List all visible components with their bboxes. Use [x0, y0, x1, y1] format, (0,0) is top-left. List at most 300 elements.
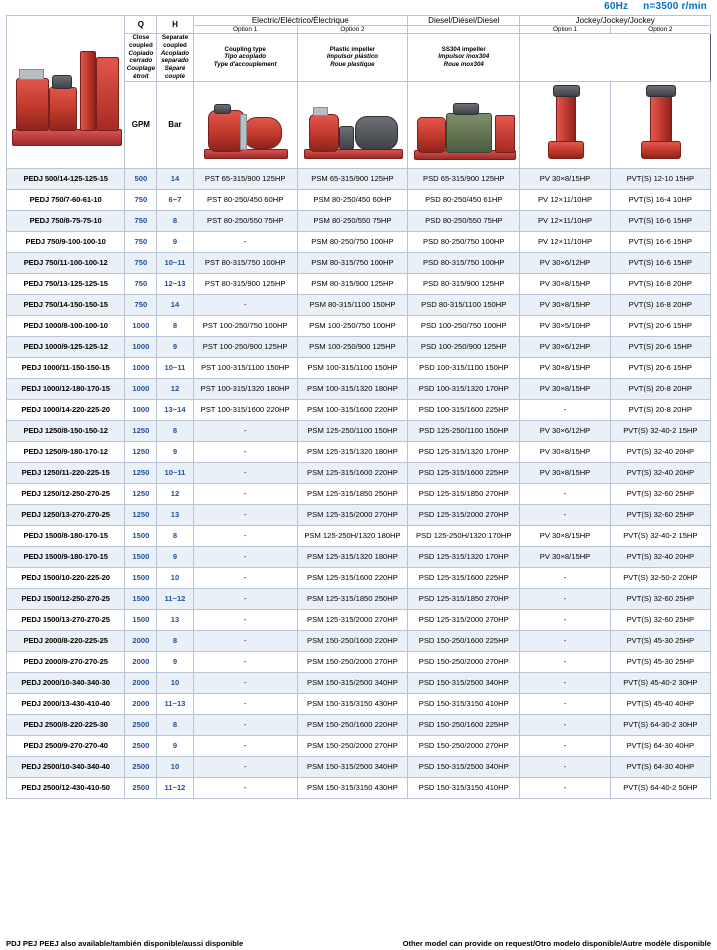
cell-electric-option1: -: [193, 735, 297, 756]
table-body: [7, 168, 711, 798]
cell-model: PEDJ 2000/8-220-225-25: [7, 630, 125, 651]
table-row: [7, 462, 711, 483]
cell-flow: 750: [125, 189, 157, 210]
cell-flow: 1500: [125, 588, 157, 609]
cell-head: 8: [157, 315, 193, 336]
subtitle-line-es: Impulsor plástico: [326, 53, 379, 61]
cell-head: 11~12: [157, 777, 193, 798]
option-label-jockey-1: Option 1: [520, 26, 610, 34]
cell-head: 10~11: [157, 462, 193, 483]
cell-flow: 1000: [125, 336, 157, 357]
cell-electric-option2: PSM 125-315/2000 270HP: [297, 609, 407, 630]
unit-label-q: GPM: [125, 81, 157, 168]
cell-jockey-option2: PVT(S) 64-40-2 50HP: [610, 777, 710, 798]
cell-jockey-option1: -: [520, 567, 610, 588]
cell-electric-option1: -: [193, 441, 297, 462]
table-row: [7, 525, 711, 546]
cell-head: 11~12: [157, 588, 193, 609]
cell-head: 12~13: [157, 273, 193, 294]
subtitle-line-es: Copiado cerrado: [128, 49, 154, 65]
cell-electric-option1: -: [193, 483, 297, 504]
cell-jockey-option1: PV 30×8/15HP: [520, 546, 610, 567]
cell-jockey-option1: PV 30×6/12HP: [520, 336, 610, 357]
cell-jockey-option1: -: [520, 630, 610, 651]
cell-head: 14: [157, 294, 193, 315]
cell-flow: 2000: [125, 672, 157, 693]
cell-electric-option2: PSM 100-315/1320 180HP: [297, 378, 407, 399]
cell-model: PEDJ 750/8-75-75-10: [7, 210, 125, 231]
table-row: [7, 693, 711, 714]
cell-model: PEDJ 1000/11-150-150-15: [7, 357, 125, 378]
cell-jockey-option1: PV 30×8/15HP: [520, 378, 610, 399]
table-row: [7, 714, 711, 735]
cell-jockey-option1: -: [520, 399, 610, 420]
cell-flow: 1250: [125, 420, 157, 441]
cell-jockey-option1: PV 30×5/10HP: [520, 315, 610, 336]
cell-electric-option2: PSM 150-250/1600 220HP: [297, 714, 407, 735]
cell-electric-option1: -: [193, 567, 297, 588]
cell-jockey-option2: PVT(S) 16-4 10HP: [610, 189, 710, 210]
cell-flow: 2500: [125, 756, 157, 777]
cell-head: 8: [157, 630, 193, 651]
cell-jockey-option2: PVT(S) 64-30 40HP: [610, 756, 710, 777]
table-row: [7, 378, 711, 399]
cell-jockey-option2: PVT(S) 64-30 40HP: [610, 735, 710, 756]
cell-flow: 1000: [125, 315, 157, 336]
table-row: [7, 420, 711, 441]
cell-head: 8: [157, 420, 193, 441]
cell-electric-option1: -: [193, 588, 297, 609]
cell-flow: 750: [125, 273, 157, 294]
cell-flow: 1250: [125, 441, 157, 462]
cell-electric-option1: PST 80-315/900 125HP: [193, 273, 297, 294]
cell-electric-option1: PST 100-315/1320 180HP: [193, 378, 297, 399]
option-label-electric-2: Option 2: [297, 26, 407, 34]
cell-diesel: PSD 65-315/900 125HP: [408, 168, 520, 189]
cell-head: 10: [157, 567, 193, 588]
separate-coupled-pump-image: [297, 81, 407, 168]
cell-diesel: PSD 80-315/900 125HP: [408, 273, 520, 294]
footer-right-note: Other model can provide on request/Otro modelo disponible/Autre modèle disponible: [402, 939, 711, 948]
cell-electric-option2: PSM 150-250/2000 270HP: [297, 735, 407, 756]
cell-flow: 1000: [125, 357, 157, 378]
cell-electric-option2: PSM 80-315/1100 150HP: [297, 294, 407, 315]
cell-jockey-option2: PVT(S) 20-6 15HP: [610, 315, 710, 336]
cell-diesel: PSD 150-250/1600 225HP: [408, 630, 520, 651]
cell-electric-option1: -: [193, 630, 297, 651]
cell-model: PEDJ 1250/13-270-270-25: [7, 504, 125, 525]
cell-electric-option2: PSM 125-315/1850 250HP: [297, 483, 407, 504]
cell-flow: 2500: [125, 735, 157, 756]
cell-model: PEDJ 2500/9-270-270-40: [7, 735, 125, 756]
cell-diesel: PSD 125-315/1850 270HP: [408, 588, 520, 609]
cell-model: PEDJ 750/9-100-100-10: [7, 231, 125, 252]
subtitle-electric-2: [157, 34, 193, 82]
footer: [6, 939, 711, 948]
cell-electric-option1: -: [193, 504, 297, 525]
cell-electric-option2: PSM 125-315/1600 220HP: [297, 567, 407, 588]
cell-flow: 750: [125, 294, 157, 315]
cell-head: 8: [157, 714, 193, 735]
cell-head: 9: [157, 546, 193, 567]
cell-jockey-option2: PVT(S) 45-40-2 30HP: [610, 672, 710, 693]
cell-electric-option1: PST 100-315/1100 150HP: [193, 357, 297, 378]
cell-electric-option1: -: [193, 525, 297, 546]
subtitle-line-fr: Type d'accouplement: [213, 61, 277, 69]
cell-head: 11~13: [157, 693, 193, 714]
cell-head: 14: [157, 168, 193, 189]
table-row: [7, 735, 711, 756]
cell-model: PEDJ 1000/12-180-170-15: [7, 378, 125, 399]
cell-diesel: PSD 150-250/1600 225HP: [408, 714, 520, 735]
subtitle-line-fr: Roue plastique: [330, 61, 375, 69]
cell-electric-option1: -: [193, 546, 297, 567]
close-coupled-pump-image: [193, 81, 297, 168]
cell-electric-option1: PST 65-315/900 125HP: [193, 168, 297, 189]
option-label-electric-1: Option 1: [193, 26, 297, 34]
cell-jockey-option2: PVT(S) 16-6 15HP: [610, 252, 710, 273]
cell-model: PEDJ 2500/10-340-340-40: [7, 756, 125, 777]
footer-left-note: PDJ PEJ PEEJ also available/también disponible/aussi disponible: [6, 939, 244, 948]
subtitle-line-es: Tipo acoplado: [224, 53, 267, 61]
cell-jockey-option2: PVT(S) 45-30 25HP: [610, 630, 710, 651]
cell-electric-option1: PST 80-250/450 60HP: [193, 189, 297, 210]
cell-jockey-option1: -: [520, 588, 610, 609]
cell-jockey-option2: PVT(S) 16-8 20HP: [610, 294, 710, 315]
cell-jockey-option2: PVT(S) 32-50-2 20HP: [610, 567, 710, 588]
cell-head: 10~11: [157, 357, 193, 378]
cell-jockey-option2: PVT(S) 32-40 20HP: [610, 546, 710, 567]
subtitle-diesel: [193, 34, 297, 82]
cell-model: PEDJ 2000/13-430-410-40: [7, 693, 125, 714]
cell-electric-option1: PST 100-315/1600 220HP: [193, 399, 297, 420]
cell-jockey-option2: PVT(S) 20-6 15HP: [610, 336, 710, 357]
cell-jockey-option1: PV 12×11/10HP: [520, 189, 610, 210]
cell-electric-option1: -: [193, 651, 297, 672]
cell-jockey-option1: PV 12×11/10HP: [520, 231, 610, 252]
table-row: [7, 546, 711, 567]
cell-model: PEDJ 1500/10-220-225-20: [7, 567, 125, 588]
cell-electric-option1: -: [193, 693, 297, 714]
table-row: [7, 441, 711, 462]
cell-jockey-option2: PVT(S) 16-6 15HP: [610, 231, 710, 252]
cell-electric-option1: -: [193, 609, 297, 630]
cell-flow: 2500: [125, 777, 157, 798]
table-row: [7, 567, 711, 588]
cell-flow: 2500: [125, 714, 157, 735]
jockey-pump-ss304-impeller-image: [610, 81, 710, 168]
unit-label-h: Bar: [157, 81, 193, 168]
cell-jockey-option1: -: [520, 651, 610, 672]
cell-electric-option2: PSM 125-315/1320 180HP: [297, 441, 407, 462]
cell-jockey-option1: -: [520, 756, 610, 777]
cell-jockey-option1: -: [520, 693, 610, 714]
cell-flow: 1000: [125, 399, 157, 420]
table-row: [7, 630, 711, 651]
cell-jockey-option2: PVT(S) 32-40-2 15HP: [610, 420, 710, 441]
cell-electric-option1: PST 100-250/900 125HP: [193, 336, 297, 357]
cell-model: PEDJ 1000/14-220-225-20: [7, 399, 125, 420]
group-header-electric: Electric/Eléctrico/Électrique: [193, 16, 408, 26]
table-row: [7, 777, 711, 798]
cell-head: 10: [157, 756, 193, 777]
cell-jockey-option2: PVT(S) 32-40 20HP: [610, 441, 710, 462]
frequency-label: 60Hz: [604, 1, 629, 12]
cell-diesel: PSD 125-315/1320 170HP: [408, 546, 520, 567]
cell-head: 9: [157, 441, 193, 462]
cell-jockey-option1: -: [520, 714, 610, 735]
header-row-groups: [7, 16, 711, 26]
subtitle-line-es: Impulsor inox304: [438, 53, 490, 61]
cell-jockey-option2: PVT(S) 32-60 25HP: [610, 609, 710, 630]
cell-electric-option1: -: [193, 756, 297, 777]
subtitle-line-en: Separate coupled: [161, 34, 189, 49]
cell-jockey-option2: PVT(S) 32-40-2 15HP: [610, 525, 710, 546]
cell-model: PEDJ 750/13-125-125-15: [7, 273, 125, 294]
cell-jockey-option2: PVT(S) 12-10 15HP: [610, 168, 710, 189]
cell-jockey-option2: PVT(S) 32-40 20HP: [610, 462, 710, 483]
cell-electric-option1: -: [193, 294, 297, 315]
cell-jockey-option1: PV 30×6/12HP: [520, 252, 610, 273]
cell-electric-option2: PSM 80-315/900 125HP: [297, 273, 407, 294]
cell-flow: 1500: [125, 525, 157, 546]
cell-diesel: PSD 150-315/3150 410HP: [408, 777, 520, 798]
cell-jockey-option1: PV 30×8/15HP: [520, 441, 610, 462]
cell-diesel: PSD 150-250/2000 270HP: [408, 651, 520, 672]
table-row: [7, 399, 711, 420]
column-header-h: H: [157, 16, 193, 34]
cell-electric-option2: PSM 80-315/750 100HP: [297, 252, 407, 273]
cell-electric-option1: -: [193, 231, 297, 252]
cell-head: 10: [157, 672, 193, 693]
cell-electric-option2: PSM 150-315/3150 430HP: [297, 693, 407, 714]
cell-electric-option1: -: [193, 777, 297, 798]
table-row: [7, 294, 711, 315]
cell-head: 12: [157, 378, 193, 399]
subtitle-electric-1: [125, 34, 157, 82]
cell-electric-option2: PSM 150-315/3150 430HP: [297, 777, 407, 798]
cell-jockey-option2: PVT(S) 32-60 25HP: [610, 483, 710, 504]
cell-jockey-option1: PV 30×8/15HP: [520, 294, 610, 315]
cell-electric-option2: PSM 125-250/1100 150HP: [297, 420, 407, 441]
cell-model: PEDJ 2500/8-220-225-30: [7, 714, 125, 735]
group-header-diesel: Diesel/Diésel/Diesel: [408, 16, 520, 26]
cell-electric-option2: PSM 150-315/2500 340HP: [297, 672, 407, 693]
cell-jockey-option1: -: [520, 504, 610, 525]
option-label-jockey-2: Option 2: [610, 26, 710, 34]
cell-model: PEDJ 750/14-150-150-15: [7, 294, 125, 315]
cell-electric-option2: PSM 125-250H/1320 180HP: [297, 525, 407, 546]
cell-jockey-option1: PV 30×8/15HP: [520, 168, 610, 189]
cell-diesel: PSD 125-315/2000 270HP: [408, 609, 520, 630]
table-row: [7, 252, 711, 273]
table-row: [7, 672, 711, 693]
cell-jockey-option1: -: [520, 609, 610, 630]
cell-jockey-option2: PVT(S) 16-6 15HP: [610, 210, 710, 231]
cell-model: PEDJ 1500/8-180-170-15: [7, 525, 125, 546]
cell-electric-option2: PSM 125-315/2000 270HP: [297, 504, 407, 525]
cell-electric-option1: -: [193, 714, 297, 735]
cell-flow: 1250: [125, 504, 157, 525]
option-label-diesel: [408, 26, 520, 34]
cell-electric-option2: PSM 125-315/1600 220HP: [297, 462, 407, 483]
cell-jockey-option1: -: [520, 735, 610, 756]
cell-head: 9: [157, 231, 193, 252]
cell-jockey-option1: PV 30×8/15HP: [520, 357, 610, 378]
cell-electric-option2: PSM 100-250/750 100HP: [297, 315, 407, 336]
cell-flow: 1000: [125, 378, 157, 399]
cell-model: PEDJ 1000/9-125-125-12: [7, 336, 125, 357]
cell-model: PEDJ 1250/11-220-225-15: [7, 462, 125, 483]
cell-electric-option1: PST 80-315/750 100HP: [193, 252, 297, 273]
cell-flow: 500: [125, 168, 157, 189]
subtitle-line-fr: Roue inox304: [443, 61, 484, 69]
pump-selection-table: [6, 15, 711, 799]
cell-jockey-option2: PVT(S) 20-8 20HP: [610, 399, 710, 420]
cell-model: PEDJ 1500/9-180-170-15: [7, 546, 125, 567]
cell-jockey-option2: PVT(S) 20-8 20HP: [610, 378, 710, 399]
group-header-jockey: Jockey/Jockey/Jockey: [520, 16, 711, 26]
cell-diesel: PSD 80-250/750 100HP: [408, 231, 520, 252]
cell-diesel: PSD 100-250/900 125HP: [408, 336, 520, 357]
cell-diesel: PSD 100-315/1320 170HP: [408, 378, 520, 399]
cell-head: 13~14: [157, 399, 193, 420]
cell-head: 8: [157, 210, 193, 231]
subtitle-jockey-1: [297, 34, 407, 82]
cell-flow: 2000: [125, 651, 157, 672]
cell-head: 9: [157, 735, 193, 756]
cell-electric-option1: PST 100-250/750 100HP: [193, 315, 297, 336]
cell-electric-option1: PST 80-250/550 75HP: [193, 210, 297, 231]
cell-flow: 2000: [125, 630, 157, 651]
cell-model: PEDJ 1250/12-250-270-25: [7, 483, 125, 504]
subtitle-jockey-2: [408, 34, 520, 82]
table-row: [7, 231, 711, 252]
cell-electric-option2: PSM 65-315/900 125HP: [297, 168, 407, 189]
cell-diesel: PSD 100-315/1600 225HP: [408, 399, 520, 420]
cell-electric-option2: PSM 150-250/1600 220HP: [297, 630, 407, 651]
diesel-engine-pump-image: [408, 81, 520, 168]
cell-head: 9: [157, 651, 193, 672]
cell-flow: 750: [125, 231, 157, 252]
fire-pump-skid-image: [7, 17, 124, 167]
cell-jockey-option2: PVT(S) 20-6 15HP: [610, 357, 710, 378]
cell-jockey-option1: PV 30×6/12HP: [520, 420, 610, 441]
cell-electric-option2: PSM 150-315/2500 340HP: [297, 756, 407, 777]
cell-diesel: PSD 150-315/3150 410HP: [408, 693, 520, 714]
subtitle-line-es: Acoplado separado: [160, 49, 190, 65]
cell-model: PEDJ 2000/10-340-340-30: [7, 672, 125, 693]
table-row: [7, 336, 711, 357]
cell-flow: 1500: [125, 609, 157, 630]
cell-model: PEDJ 1500/13-270-270-25: [7, 609, 125, 630]
cell-model: PEDJ 2000/9-270-270-25: [7, 651, 125, 672]
cell-model: PEDJ 750/7-60-61-10: [7, 189, 125, 210]
cell-model: PEDJ 1000/8-100-100-10: [7, 315, 125, 336]
cell-head: 9: [157, 336, 193, 357]
cell-diesel: PSD 80-315/750 100HP: [408, 252, 520, 273]
subtitle-line-fr: Couplage étroit: [126, 65, 155, 80]
subtitle-line-en: SS304 impeller: [441, 45, 486, 53]
table-row: [7, 756, 711, 777]
cell-electric-option1: -: [193, 420, 297, 441]
cell-model: PEDJ 1250/9-180-170-12: [7, 441, 125, 462]
cell-electric-option2: PSM 80-250/550 75HP: [297, 210, 407, 231]
jockey-pump-plastic-impeller-image: [520, 81, 610, 168]
cell-flow: 750: [125, 252, 157, 273]
cell-head: 13: [157, 609, 193, 630]
cell-model: PEDJ 1500/12-250-270-25: [7, 588, 125, 609]
cell-flow: 750: [125, 210, 157, 231]
cell-electric-option2: PSM 100-315/1100 150HP: [297, 357, 407, 378]
cell-diesel: PSD 150-315/2500 340HP: [408, 672, 520, 693]
cell-electric-option1: -: [193, 672, 297, 693]
cell-flow: 2000: [125, 693, 157, 714]
subtitle-line-en: Plastic impeller: [329, 45, 376, 53]
subtitle-line-fr: Séparé couplé: [164, 65, 186, 80]
cell-electric-option2: PSM 150-250/2000 270HP: [297, 651, 407, 672]
header-note: [6, 0, 711, 15]
cell-head: 8: [157, 525, 193, 546]
cell-model: PEDJ 500/14-125-125-15: [7, 168, 125, 189]
cell-jockey-option1: PV 30×8/15HP: [520, 525, 610, 546]
cell-jockey-option2: PVT(S) 16-8 20HP: [610, 273, 710, 294]
cell-diesel: PSD 150-250/2000 270HP: [408, 735, 520, 756]
subtitle-line-en: Close coupled: [129, 34, 153, 49]
cell-diesel: PSD 100-250/750 100HP: [408, 315, 520, 336]
cell-jockey-option2: PVT(S) 32-60 25HP: [610, 588, 710, 609]
cell-flow: 1250: [125, 462, 157, 483]
cell-jockey-option2: PVT(S) 45-40 40HP: [610, 693, 710, 714]
main-product-image-cell: [7, 16, 125, 169]
cell-jockey-option1: -: [520, 777, 610, 798]
cell-model: PEDJ 1250/8-150-150-12: [7, 420, 125, 441]
cell-diesel: PSD 150-315/2500 340HP: [408, 756, 520, 777]
cell-electric-option2: PSM 80-250/450 60HP: [297, 189, 407, 210]
cell-diesel: PSD 125-250/1100 150HP: [408, 420, 520, 441]
cell-head: 10~11: [157, 252, 193, 273]
table-row: [7, 273, 711, 294]
table-row: [7, 483, 711, 504]
table-row: [7, 357, 711, 378]
cell-diesel: PSD 100-315/1100 150HP: [408, 357, 520, 378]
table-row: [7, 651, 711, 672]
cell-flow: 1500: [125, 567, 157, 588]
cell-flow: 1500: [125, 546, 157, 567]
cell-diesel: PSD 125-315/1320 170HP: [408, 441, 520, 462]
cell-diesel: PSD 125-315/2000 270HP: [408, 504, 520, 525]
cell-jockey-option1: -: [520, 483, 610, 504]
cell-jockey-option2: PVT(S) 64-30-2 30HP: [610, 714, 710, 735]
cell-jockey-option1: PV 12×11/10HP: [520, 210, 610, 231]
table-row: [7, 168, 711, 189]
column-header-q: Q: [125, 16, 157, 34]
cell-diesel: PSD 80-315/1100 150HP: [408, 294, 520, 315]
speed-label: n=3500 r/min: [643, 1, 707, 12]
cell-model: PEDJ 2500/12-430-410-50: [7, 777, 125, 798]
cell-electric-option2: PSM 100-315/1600 220HP: [297, 399, 407, 420]
cell-electric-option1: -: [193, 462, 297, 483]
table-row: [7, 210, 711, 231]
cell-diesel: PSD 125-315/1600 225HP: [408, 462, 520, 483]
subtitle-line-en: Coupling type: [224, 45, 266, 53]
cell-jockey-option1: PV 30×8/15HP: [520, 273, 610, 294]
cell-diesel: PSD 80-250/550 75HP: [408, 210, 520, 231]
cell-electric-option2: PSM 125-315/1850 250HP: [297, 588, 407, 609]
cell-jockey-option1: PV 30×8/15HP: [520, 462, 610, 483]
table-row: [7, 315, 711, 336]
cell-jockey-option1: -: [520, 672, 610, 693]
